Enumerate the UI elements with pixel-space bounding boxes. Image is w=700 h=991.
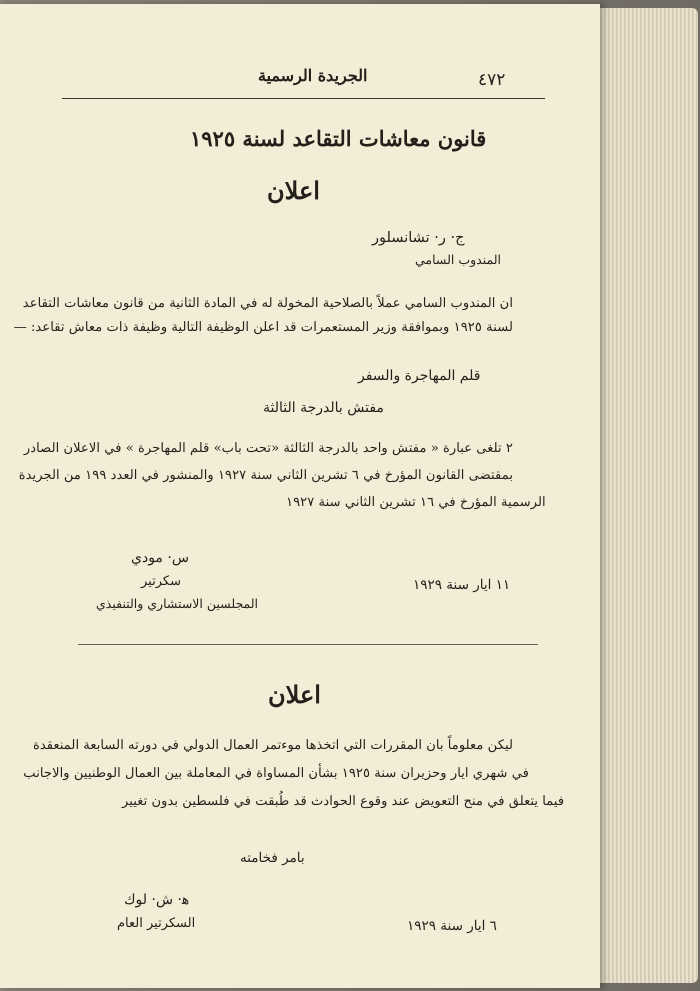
para1-line2: لسنة ١٩٢٥ وبموافقة وزير المستعمرات قد اعلن الوظيفة التالية وظيفة ذات معاش تقاعد: — [13,320,513,335]
department-name: قلم المهاجرة والسفر [358,368,481,384]
sig2-name: س· مودي [131,550,189,566]
header-rule [62,98,545,99]
para2-line3: الرسمية المؤرخ في ١٦ تشرين الثاني سنة ١٩٢٧ [286,495,546,510]
page-number: ٤٧٢ [478,70,506,90]
section1-date: ١١ ايار سنة ١٩٢٩ [413,577,511,593]
sig2-title: سكرتير [141,574,181,589]
para1-line1: ان المندوب السامي عملاً بالصلاحية المخولة له في المادة الثانية من قانون معاشات التقاعد [22,296,513,311]
notice-heading-1: اعلان [267,176,320,205]
notice-heading-2: اعلان [268,680,321,709]
s2-date: ٦ ايار سنة ١٩٢٩ [407,918,497,934]
s2-para-line1: ليكن معلوماً بان المقررات التي اتخذها موءتمر العمال الدولي في دورته السابعة المنعقدة [32,738,513,753]
s2-para-line3: فيما يتعلق في منح التعويض عند وقوع الحوادث قد طُبقت في فلسطين بدون تغيير [122,794,565,809]
signatory-name: ج· ر· تشانسلور [372,230,465,246]
para2-line1: ٢ تلغى عبارة « مفتش واحد بالدرجة الثالثة «تحت باب» قلم المهاجرة » في الاعلان الصادر [23,441,513,456]
law-title: قانون معاشات التقاعد لسنة ١٩٢٥ [190,126,487,151]
section-separator [78,644,538,645]
para2-line2: بمقتضى القانون المؤرخ في ٦ تشرين الثاني سنة ١٩٢٧ والمنشور في العدد ١٩٩ من الجريدة [18,468,513,483]
running-header-title: الجريدة الرسمية [258,66,368,85]
signatory-title: المندوب السامي [415,252,501,267]
by-order: بامر فخامته [240,850,305,866]
gazette-page [0,4,600,988]
sig2-body: المجلسين الاستشاري والتنفيذي [96,596,259,611]
s2-sig-name: ﻫ· ش· لوك [124,892,190,908]
s2-sig-title: السكرتير العام [117,916,196,931]
s2-para-line2: في شهري ايار وحزيران سنة ١٩٢٥ بشأن المساواة في المعاملة بين العمال الوطنيين والاجانب [23,766,529,781]
position-name: مفتش بالدرجة الثالثة [263,400,384,416]
